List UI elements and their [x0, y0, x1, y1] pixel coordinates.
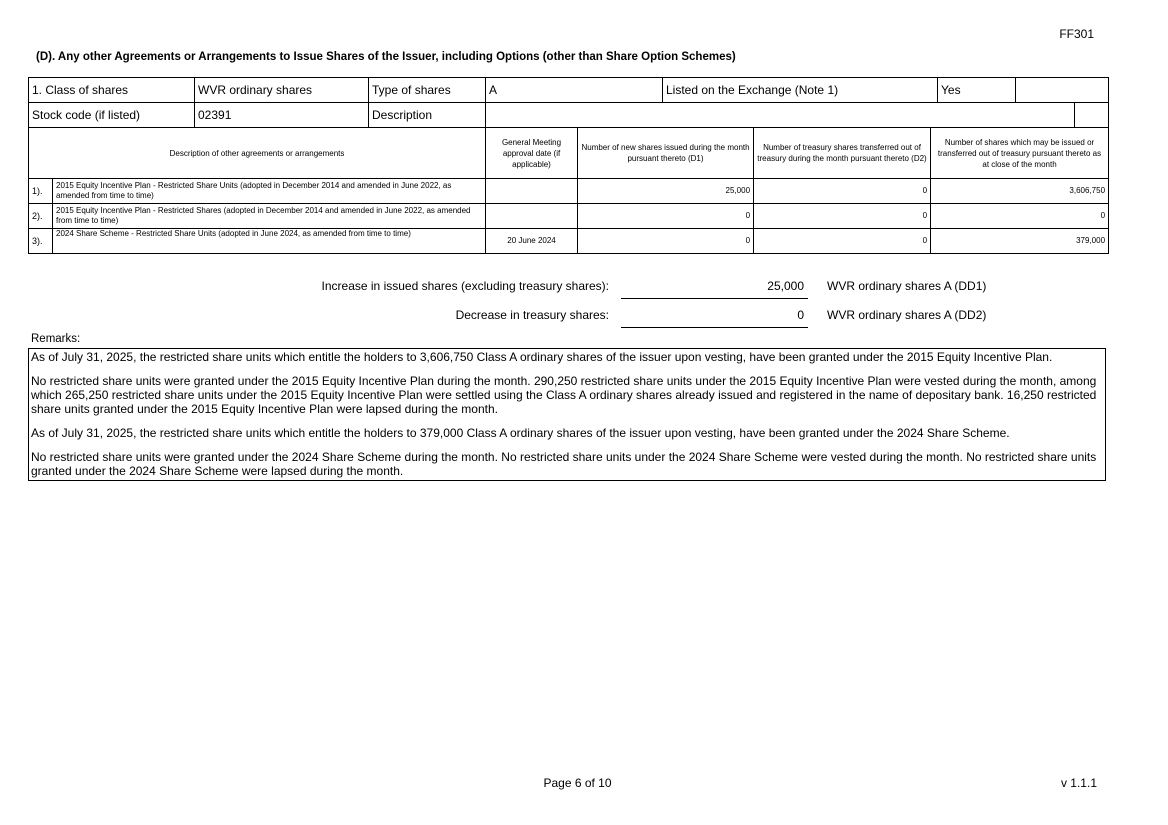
decrease-value: 0 — [797, 308, 804, 322]
share-info-table — [28, 77, 1109, 128]
header-remaining: Number of shares which may be issued or transferred out of treasury pursuant thereto as at close of the month — [931, 128, 1109, 179]
listed-value: Yes — [938, 78, 1016, 103]
table-header-row — [29, 128, 1109, 179]
remarks-paragraph: No restricted share units were granted under the 2015 Equity Incentive Plan during the month. 290,250 restricted share units under the 2015 Equity Incentive Plan were vested during the month, among which 265,250 restricted share units under the 2015 Equity Incentive Plan were settled using the Class A ordinary shares already issued and registered in the name of depositary bank. 16,250 restricted share units granted under the 2015 Equity Incentive Plan were lapsed during the month. — [31, 374, 1097, 416]
remarks-paragraph: As of July 31, 2025, the restricted share units which entitle the holders to 379,000 Class A ordinary shares of the issuer upon vesting, have been granted under the 2024 Share Scheme. — [31, 426, 1010, 440]
increase-value: 25,000 — [767, 279, 804, 293]
increase-label: Increase in issued shares (excluding treasury shares): — [321, 279, 609, 293]
row-treasury: 0 — [754, 229, 931, 254]
remarks-label: Remarks: — [31, 333, 81, 345]
description-end-cell — [1075, 103, 1109, 128]
row-gm-date: 20 June 2024 — [486, 229, 578, 254]
row-remaining: 0 — [931, 204, 1109, 229]
row-new-shares: 0 — [578, 204, 754, 229]
increase-underline — [621, 298, 808, 299]
header-new-shares: Number of new shares issued during the month pursuant thereto (D1) — [578, 128, 754, 179]
description-label: Description — [369, 103, 486, 128]
row-index: 3). — [29, 229, 53, 254]
stock-code-value: 02391 — [195, 103, 369, 128]
row-description: 2024 Share Scheme - Restricted Share Units (adopted in June 2024, as amended from time to time) — [53, 229, 486, 254]
decrease-label: Decrease in treasury shares: — [455, 308, 609, 322]
row-new-shares: 25,000 — [578, 179, 754, 204]
row-new-shares: 0 — [578, 229, 754, 254]
listed-label: Listed on the Exchange (Note 1) — [663, 78, 938, 103]
version-label: v 1.1.1 — [1060, 776, 1097, 790]
row-gm-date — [486, 179, 578, 204]
header-description: Description of other agreements or arrangements — [29, 128, 486, 179]
row-gm-date — [486, 204, 578, 229]
table-row — [29, 204, 1109, 229]
page-number: Page 6 of 10 — [543, 776, 612, 790]
type-of-shares-value: A — [486, 78, 663, 103]
stock-code-label: Stock code (if listed) — [29, 103, 195, 128]
section-title: (D). Any other Agreements or Arrangements to Issue Shares of the Issuer, including Options (other than Share Option Schemes) — [36, 51, 736, 63]
row-description: 2015 Equity Incentive Plan - Restricted Share Units (adopted in December 2014 and amended in June 2022, as amended from time to time) — [53, 179, 486, 204]
class-of-shares-label: 1. Class of shares — [29, 78, 195, 103]
row-index: 1). — [29, 179, 53, 204]
header-gm-date: General Meeting approval date (if applicable) — [486, 128, 578, 179]
type-of-shares-label: Type of shares — [369, 78, 486, 103]
table-row — [29, 229, 1109, 254]
row-remaining: 3,606,750 — [931, 179, 1109, 204]
row-index: 2). — [29, 204, 53, 229]
form-code: FF301 — [1059, 27, 1094, 41]
header-treasury: Number of treasury shares transferred out of treasury during the month pursuant thereto (D2) — [754, 128, 931, 179]
decrease-underline — [621, 327, 808, 328]
row-treasury: 0 — [754, 204, 931, 229]
arrangements-table — [28, 127, 1109, 254]
description-value — [486, 103, 1075, 128]
row-remaining: 379,000 — [931, 229, 1109, 254]
listed-blank-cell — [1016, 78, 1109, 103]
row-treasury: 0 — [754, 179, 931, 204]
remarks-box — [28, 348, 1106, 481]
table-row — [29, 179, 1109, 204]
decrease-unit: WVR ordinary shares A (DD2) — [827, 308, 987, 322]
row-description: 2015 Equity Incentive Plan - Restricted Shares (adopted in December 2014 and amended in June 2022, as amended from time to time) — [53, 204, 486, 229]
remarks-paragraph: No restricted share units were granted under the 2024 Share Scheme during the month. No restricted share units under the 2024 Share Scheme were vested during the month. No restricted share units granted under the 2024 Share Scheme were lapsed during the month. — [31, 450, 1097, 478]
class-of-shares-value: WVR ordinary shares — [195, 78, 369, 103]
remarks-paragraph: As of July 31, 2025, the restricted share units which entitle the holders to 3,606,750 Class A ordinary shares of the issuer upon vesting, have been granted under the 2015 Equity Incentive Plan. — [31, 350, 1053, 364]
increase-unit: WVR ordinary shares A (DD1) — [827, 279, 987, 293]
